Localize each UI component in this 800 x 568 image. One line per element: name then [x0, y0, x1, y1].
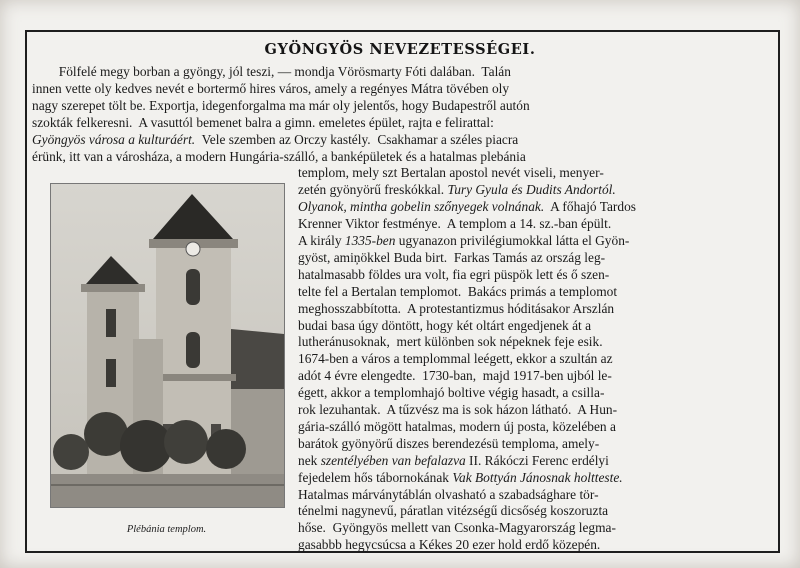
- text-line: barátok gyönyörű diszes berendezésü temploma, amely-: [298, 435, 600, 451]
- text-line: meghosszabbította. A protestantizmus hóditásakor Arszlán: [298, 300, 615, 316]
- text-line: lutheránusoknak, mert különben sok népeknek feje esik.: [298, 334, 603, 350]
- text-line: 1674-ben a város a templommal leégett, ekkor a szultán az: [298, 351, 613, 367]
- text-line: A király 1335-ben ugyanazon privilégiumokkal látta el Gyön-: [298, 233, 630, 248]
- text-line: érünk, itt van a városháza, a modern Hungária-szálló, a banképületek és a hatalmas plebánia: [32, 148, 526, 164]
- text-line: zetén gyönyörű freskókkal. Tury Gyula és Dudits Andortól.: [298, 182, 616, 198]
- text-line: nek szentélyében van befalazva II. Rákóczi Ferenc erdélyi: [298, 452, 609, 468]
- text-line: Krenner Viktor festménye. A templom a 14. sz.-ban épült.: [298, 216, 612, 232]
- text-line: hőse. Gyöngyös mellett van Csonka-Magyarország legma-: [298, 520, 616, 536]
- text-line: Fölfelé megy borban a gyöngy, jól teszi, — mondja Vörösmarty Fóti dalában. Talán: [32, 64, 511, 79]
- text-line: adót 4 évre elengedte. 1730-ban, majd 1917-ben ujból le-: [298, 368, 612, 384]
- text-line: gária-szálló mögött hatalmas, modern új posta, közelében a: [298, 418, 616, 434]
- photo-caption: Plébánia templom.: [126, 524, 207, 535]
- page-title: GYÖNGYÖS NEVEZETESSÉGEI.: [264, 41, 536, 58]
- text-line: templom, mely szt Bertalan apostol nevét viseli, menyer-: [298, 165, 604, 181]
- text-line: égett, akkor a templomhajó boltive végig hasadt, a csilla-: [298, 385, 605, 401]
- text-line: fejedelem hős tábornokának Vak Bottyán Jánosnak holtteste.: [298, 469, 623, 485]
- text-line: gasabbb hegycsúcsa a Kékes 20 ezer hold erdő közepén.: [298, 537, 601, 553]
- text-line: budai basa úgy döntött, hogy két oltárt engedjenek át a: [298, 317, 592, 333]
- text-line: innen vette oly kedves nevét e bortermő hires város, amely a regényes Mátra tövében oly: [32, 80, 510, 96]
- text-line: telte fel a Bertalan templomot. Bakács primás a templomot: [298, 283, 618, 299]
- text-line: hatalmasabb földes ura volt, fia egri püspök lett és ő szen-: [298, 266, 610, 282]
- text-line: rok lezuhantak. A tűzvész ma is sok házon látható. A Hun-: [298, 402, 618, 417]
- text-line: nagy szerepet tölt be. Exportja, idegenforgalma ma már oly jelentős, hogy Budapestről autón: [32, 97, 530, 113]
- text-line: Gyöngyös városa a kulturáért. Vele szemben az Orczy kastély. Csakhamar a széles piacra: [32, 131, 519, 147]
- text-line: gyöst, amiņökkel Buda birt. Farkas Tamás az ország leg-: [298, 249, 606, 265]
- text-line: Olyanok, mintha gobelin szőnyegek volnának. A főhajó Tardos: [298, 199, 636, 215]
- text-line: szokták felkeresni. A vasuttól bemenet balra a gimn. emeletes épület, rajta e felirattal:: [32, 114, 494, 130]
- text-line: ténelmi nagynevű, páratlan vitézségű dicsőség koszoruzta: [298, 503, 609, 519]
- church-photo: [50, 183, 285, 508]
- text-line: Hatalmas márványtáblán olvasható a szabadsághare tör-: [298, 486, 599, 502]
